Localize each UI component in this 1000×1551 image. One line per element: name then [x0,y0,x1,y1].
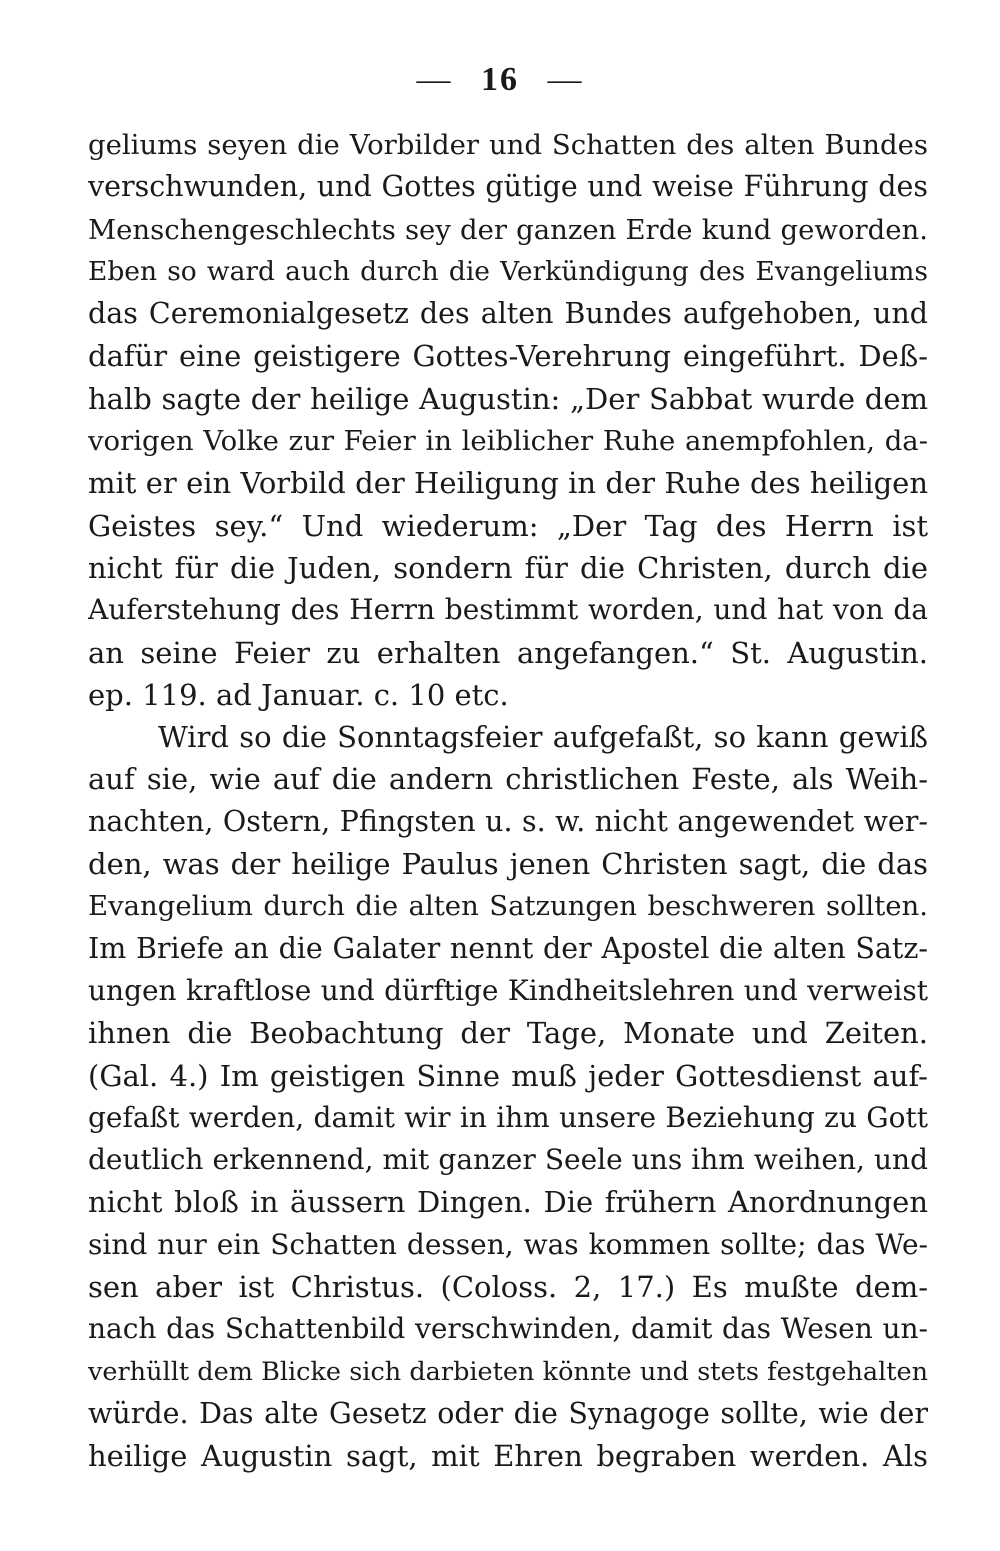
text-line: an seine Feier zu erhalten angefangen.“ St. Augustin. [88,635,928,670]
text-line: verhüllt dem Blicke sich darbieten könnte und stets festgehalten [88,1356,928,1387]
text-line: deutlich erkennend, mit ganzer Seele uns ihm weihen, und [88,1143,928,1177]
text-line: ep. 119. ad Januar. c. 10 etc. [88,677,509,712]
paragraph-2 [88,716,928,1477]
body-text [88,124,928,1478]
text-line: Im Briefe an die Galater nennt der Apostel die alten Satz- [88,931,928,965]
text-line: Wird so die Sonntagsfeier aufgefaßt, so kann gewiß [158,720,928,755]
text-line: verschwunden, und Gottes gütige und weise Führung des [88,170,928,204]
page-header [0,60,1000,100]
text-line: mit er ein Vorbild der Heiligung in der Ruhe des heiligen [88,466,928,501]
text-line: Geistes sey.“ Und wiederum: „Der Tag des Herrn ist [88,508,928,543]
text-line: halb sagte der heilige Augustin: „Der Sabbat wurde dem [88,381,928,416]
text-line: Menschengeschlechts sey der ganzen Erde kund geworden. [88,213,928,246]
text-line: (Gal. 4.) Im geistigen Sinne muß jeder Gottesdienst auf- [88,1058,928,1093]
text-line: nach das Schattenbild verschwinden, damit das Wesen un- [88,1312,928,1346]
text-line: ungen kraftlose und dürftige Kindheitslehren und verweist [88,973,928,1007]
text-line: auf sie, wie auf die andern christlichen Feste, als Weih- [88,762,928,797]
header-dash-right: — [547,61,584,98]
text-line: den, was der heilige Paulus jenen Christen sagt, die das [88,847,928,882]
text-line: gefaßt werden, damit wir in ihm unsere Beziehung zu Gott [88,1100,928,1134]
text-line: nachten, Ostern, Pfingsten u. s. w. nicht angewendet wer- [88,804,928,838]
header-dash-left: — [416,61,453,98]
text-line: ihnen die Beobachtung der Tage, Monate und Zeiten. [88,1016,928,1051]
text-line: sen aber ist Christus. (Coloss. 2, 17.) Es mußte dem- [88,1270,928,1305]
page-number: 16 [481,61,519,98]
text-line: Auferstehung des Herrn bestimmt worden, und hat von da [88,593,928,627]
paragraph-1 [88,124,928,716]
text-line: vorigen Volke zur Feier in leiblicher Ruhe anempfohlen, da- [88,425,928,458]
text-line: dafür eine geistigere Gottes-Verehrung eingeführt. Deß- [88,339,928,374]
text-line: geliums seyen die Vorbilder und Schatten des alten Bundes [88,129,928,161]
text-line: Evangelium durch die alten Satzungen beschweren sollten. [88,890,928,923]
text-line: würde. Das alte Gesetz oder die Synagoge sollte, wie der [88,1396,928,1430]
text-line: nicht bloß in äussern Dingen. Die frühern Anordnungen [88,1185,928,1220]
text-line: nicht für die Juden, sondern für die Christen, durch die [88,550,928,585]
text-line: heilige Augustin sagt, mit Ehren begraben werden. Als [88,1439,928,1474]
text-line: sind nur ein Schatten dessen, was kommen sollte; das We- [88,1227,928,1261]
text-line: Eben so ward auch durch die Verkündigung des Evangeliums [88,255,928,287]
text-line: das Ceremonialgesetz des alten Bundes aufgehoben, und [88,297,928,331]
